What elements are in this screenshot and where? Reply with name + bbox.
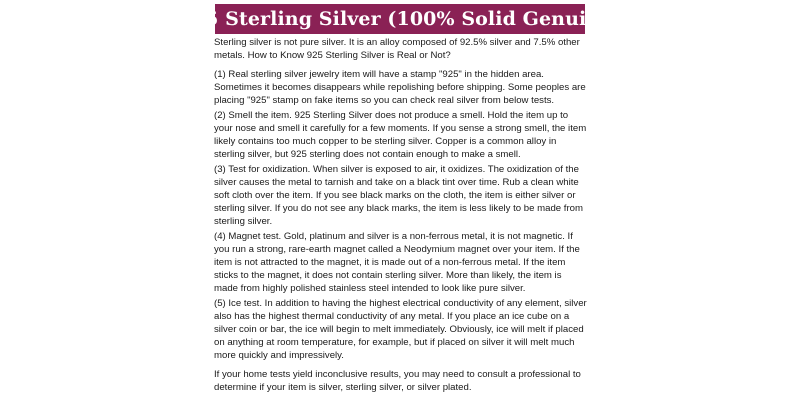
document-body <box>208 36 592 394</box>
test-paragraph-4: (4) Magnet test. Gold, platinum and silver is a non-ferrous metal, it is not magnetic. If you run a strong, rare-earth magnet called a Neodymium magnet over your item. If the item is not attracted to the magnet, it is made out of a non-ferrous metal. If the item sticks to the magnet, it does not contain sterling silver. More than likely, the item is made from highly polished stainless steel intended to look like pure silver. <box>214 231 580 294</box>
intro-paragraph: Sterling silver is not pure silver. It is an alloy composed of 92.5% silver and 7.5% other metals. How to Know 925 Sterling Silver is Real or Not? <box>214 37 580 61</box>
test-paragraph-5: (5) Ice test. In addition to having the highest electrical conductivity of any element, silver also has the highest thermal conductivity of any metal. If you place an ice cube on a silver coin or bar, the ice will begin to melt immediately. Obviously, ice will melt if placed on anything at room temperature, for example, but if placed on silver it will melt much more quickly and impressively. <box>214 298 587 361</box>
title-banner <box>178 4 622 34</box>
document-page <box>178 2 622 398</box>
test-paragraph-3: (3) Test for oxidization. When silver is exposed to air, it oxidizes. The oxidization of the silver causes the metal to tarnish and take on a black tint over time. Rub a clean white soft cloth over the item. If you see black marks on the cloth, the item is either silver or sterling silver. If you do not see any black marks, the item is less likely to be made from sterling silver. <box>214 164 583 227</box>
page-title: 925 Sterling Silver (100% Solid Genuine) <box>178 8 622 30</box>
test-paragraph-2: (2) Smell the item. 925 Sterling Silver does not produce a smell. Hold the item up to your nose and smell it carefully for a few moments. If you sense a strong smell, the item likely contains too much copper to be sterling silver. Copper is a common alloy in sterling silver, but 925 sterling does not contain enough to make a smell. <box>214 110 587 160</box>
closing-paragraph: If your home tests yield inconclusive results, you may need to consult a professional to determine if your item is silver, sterling silver, or silver plated. <box>214 369 581 393</box>
test-paragraph-1: (1) Real sterling silver jewelry item will have a stamp "925" in the hidden area. Sometimes it becomes disappears while repolishing before shipping. Some peoples are placing "925" stamp on fake items so you can check real silver from below tests. <box>214 69 586 106</box>
